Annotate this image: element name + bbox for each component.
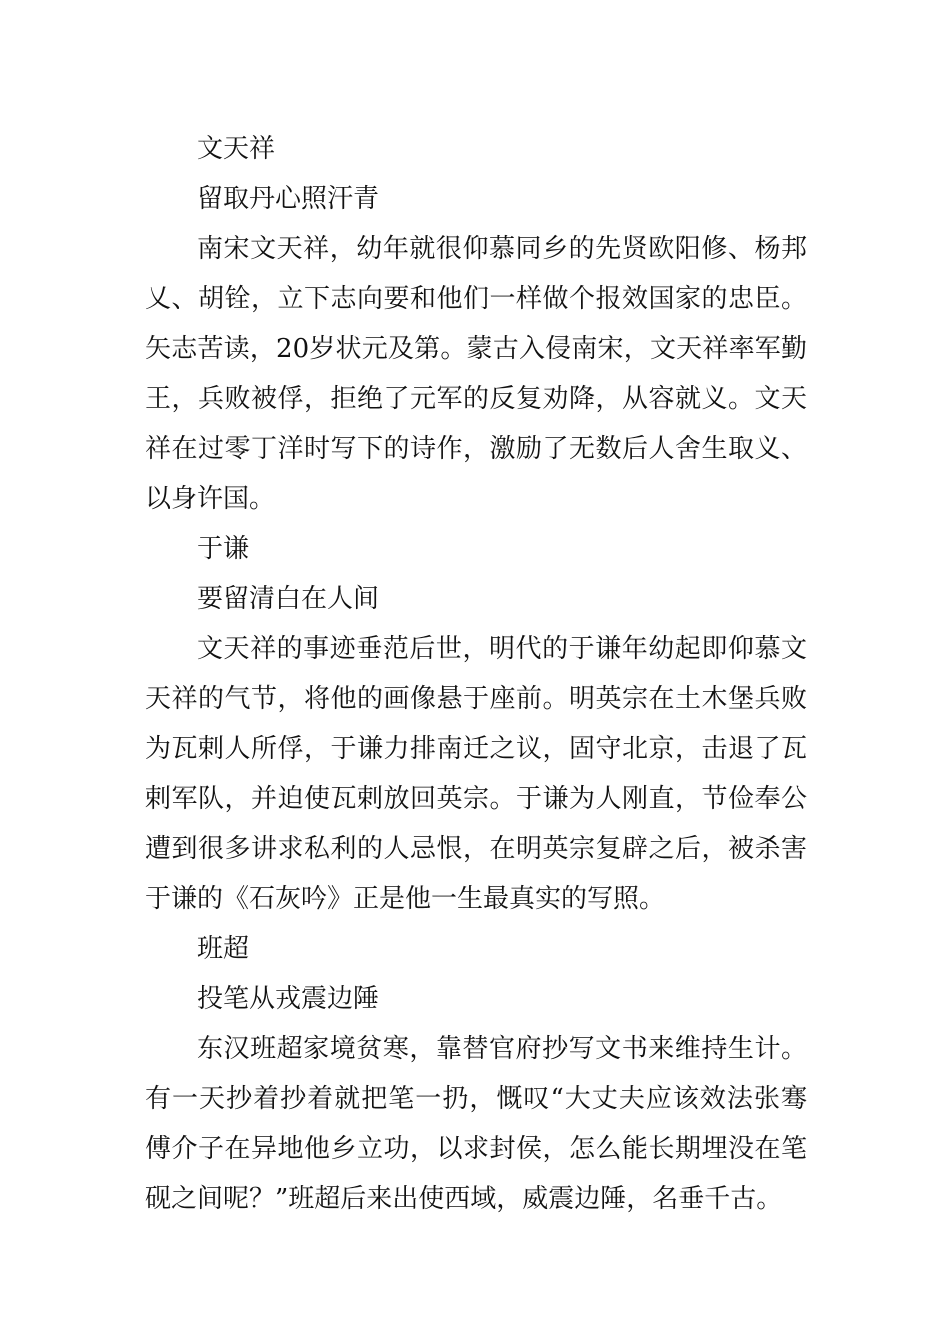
section-title-wen-tianxiang: 留取丹心照汗青 — [197, 184, 380, 214]
section-name-yu-qian: 于谦 — [197, 534, 250, 564]
section-body-yu-qian: 文天祥的事迹垂范后世，明代的于谦年幼起即仰慕文天祥的气节，将他的画像悬于座前。明英宗在土木堡兵败为瓦剌人所俘，于谦力排南迁之议，固守北京，击退了瓦剌军队，并迫使瓦剌放回英宗。于谦为人刚直，节俭奉公遭到很多讲求私利的人忌恨，在明英宗复辟之后，被杀害于谦的《石灰吟》正是他一生最真实的写照。 — [145, 634, 807, 914]
section-body-ban-chao: 东汉班超家境贫寒，靠替官府抄写文书来维持生计。有一天抄着抄着就把笔一扔，慨叹“大丈夫应该效法张骞傅介子在异地他乡立功，以求封侯，怎么能长期埋没在笔砚之间呢？”班超后来出使西域，威震边陲，名垂千古。 — [145, 1034, 807, 1214]
document-page — [145, 124, 807, 1224]
section-body-wen-tianxiang: 南宋文天祥，幼年就很仰慕同乡的先贤欧阳修、杨邦乂、胡铨，立下志向要和他们一样做个报效国家的忠臣。矢志苦读，20岁状元及第。蒙古入侵南宋，文天祥率军勤王，兵败被俘，拒绝了元军的反复劝降，从容就义。文天祥在过零丁洋时写下的诗作，激励了无数后人舍生取义、以身许国。 — [145, 234, 807, 514]
section-title-yu-qian: 要留清白在人间 — [197, 584, 380, 614]
section-title-ban-chao: 投笔从戎震边陲 — [197, 984, 380, 1014]
section-name-ban-chao: 班超 — [197, 934, 250, 964]
section-name-wen-tianxiang: 文天祥 — [197, 134, 276, 164]
